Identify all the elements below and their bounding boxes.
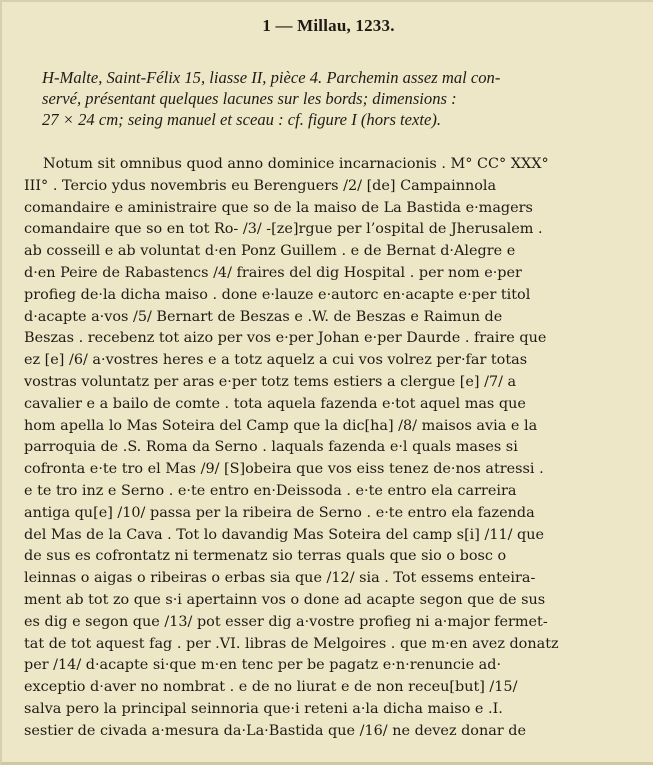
text-line: leinnas o aigas o ribeiras o erbas sia que /12/ sia . Tot essems enteira- xyxy=(24,570,536,587)
text-line: parroquia de .S. Roma da Serno . laquals fazenda e·l quals mases si xyxy=(24,439,518,456)
text-line: cavalier e a bailo de comte . tota aquela fazenda e·tot aquel mas que xyxy=(24,395,526,412)
text-line: tat de tot aquest fag . per .VI. libras de Melgoires . que m·en avez donatz xyxy=(24,635,559,652)
text-line: e te tro inz e Serno . e·te entro en·Deissoda . e·te entro ela carreira xyxy=(24,482,517,499)
document-heading: 1 — Millau, 1233. xyxy=(262,16,395,35)
text-line: vostras voluntatz per aras e·per totz tems estiers a clergue [e] /7/ a xyxy=(24,373,517,390)
text-line: exceptio d·aver no nombrat . e de no liurat e de non receu[but] /15/ xyxy=(24,679,518,696)
text-line: d·acapte a·vos /5/ Bernart de Beszas e .W. de Beszas e Raimun de xyxy=(24,308,503,325)
charter-text xyxy=(24,154,646,743)
text-line: per /14/ d·acapte si·que m·en tenc per be pagatz e·n·renuncie ad· xyxy=(24,657,502,674)
text-line: salva pero la principal seinnoria que·i reteni a·la dicha maiso e .I. xyxy=(24,700,503,717)
text-line: Beszas . recebenz tot aizo per vos e·per Johan e·per Daurde . fraire que xyxy=(24,330,547,347)
text-line: ment ab tot zo que s·i apertainn vos o done ad acapte segon que de sus xyxy=(24,591,546,608)
text-line: del Mas de la Cava . Tot lo davandig Mas Soteira del camp s[i] /11/ que xyxy=(24,526,545,543)
text-line: es dig e segon que /13/ pot esser dig a·vostre profieg ni a·major fermet- xyxy=(24,613,548,630)
text-line: hom apella lo Mas Soteira del Camp que la dic[ha] /8/ maisos avia e la xyxy=(24,417,538,434)
text-line: antiga qu[e] /10/ passa per la ribeira de Serno . e·te entro ela fazenda xyxy=(24,504,535,521)
text-line: cofronta e·te tro el Mas /9/ [S]obeira que vos eiss tenez de·nos atressi . xyxy=(24,461,544,478)
text-line: comandaire e aministraire que so de la maiso de La Bastida e·magers xyxy=(24,199,533,216)
source-note xyxy=(42,67,642,130)
text-line: sestier de civada a·mesura da·La·Bastida que /16/ ne devez donar de xyxy=(24,722,526,739)
source-line: 27 × 24 cm; seing manuel et sceau : cf. figure I (hors texte). xyxy=(42,110,442,129)
text-line: Notum sit omnibus quod anno dominice incarnacionis . M° CC° XXX° xyxy=(43,156,549,172)
source-line: H-Malte, Saint-Félix 15, liasse II, pièce 4. Parchemin assez mal con- xyxy=(42,68,501,87)
text-line: comandaire que so en tot Ro- /3/ -[ze]rgue per l’ospital de Jherusalem . xyxy=(24,221,543,238)
text-line: III° . Tercio ydus novembris eu Berenguers /2/ [de] Campainnola xyxy=(24,177,497,194)
text-line: ab cosseill e ab voluntat d·en Ponz Guillem . e de Bernat d·Alegre e xyxy=(24,243,516,260)
text-line: ez [e] /6/ a·vostres heres e a totz aquelz a cui vos volrez per·far totas xyxy=(24,352,528,369)
text-line: profieg de·la dicha maiso . done e·lauze e·autorc en·acapte e·per titol xyxy=(24,286,531,303)
text-line: de sus es cofrontatz ni termenatz sio terras quals que sio o bosc o xyxy=(24,548,507,565)
source-line: servé, présentant quelques lacunes sur les bords; dimensions : xyxy=(42,89,457,108)
text-line: d·en Peire de Rabastencs /4/ fraires del dig Hospital . per nom e·per xyxy=(24,264,522,281)
